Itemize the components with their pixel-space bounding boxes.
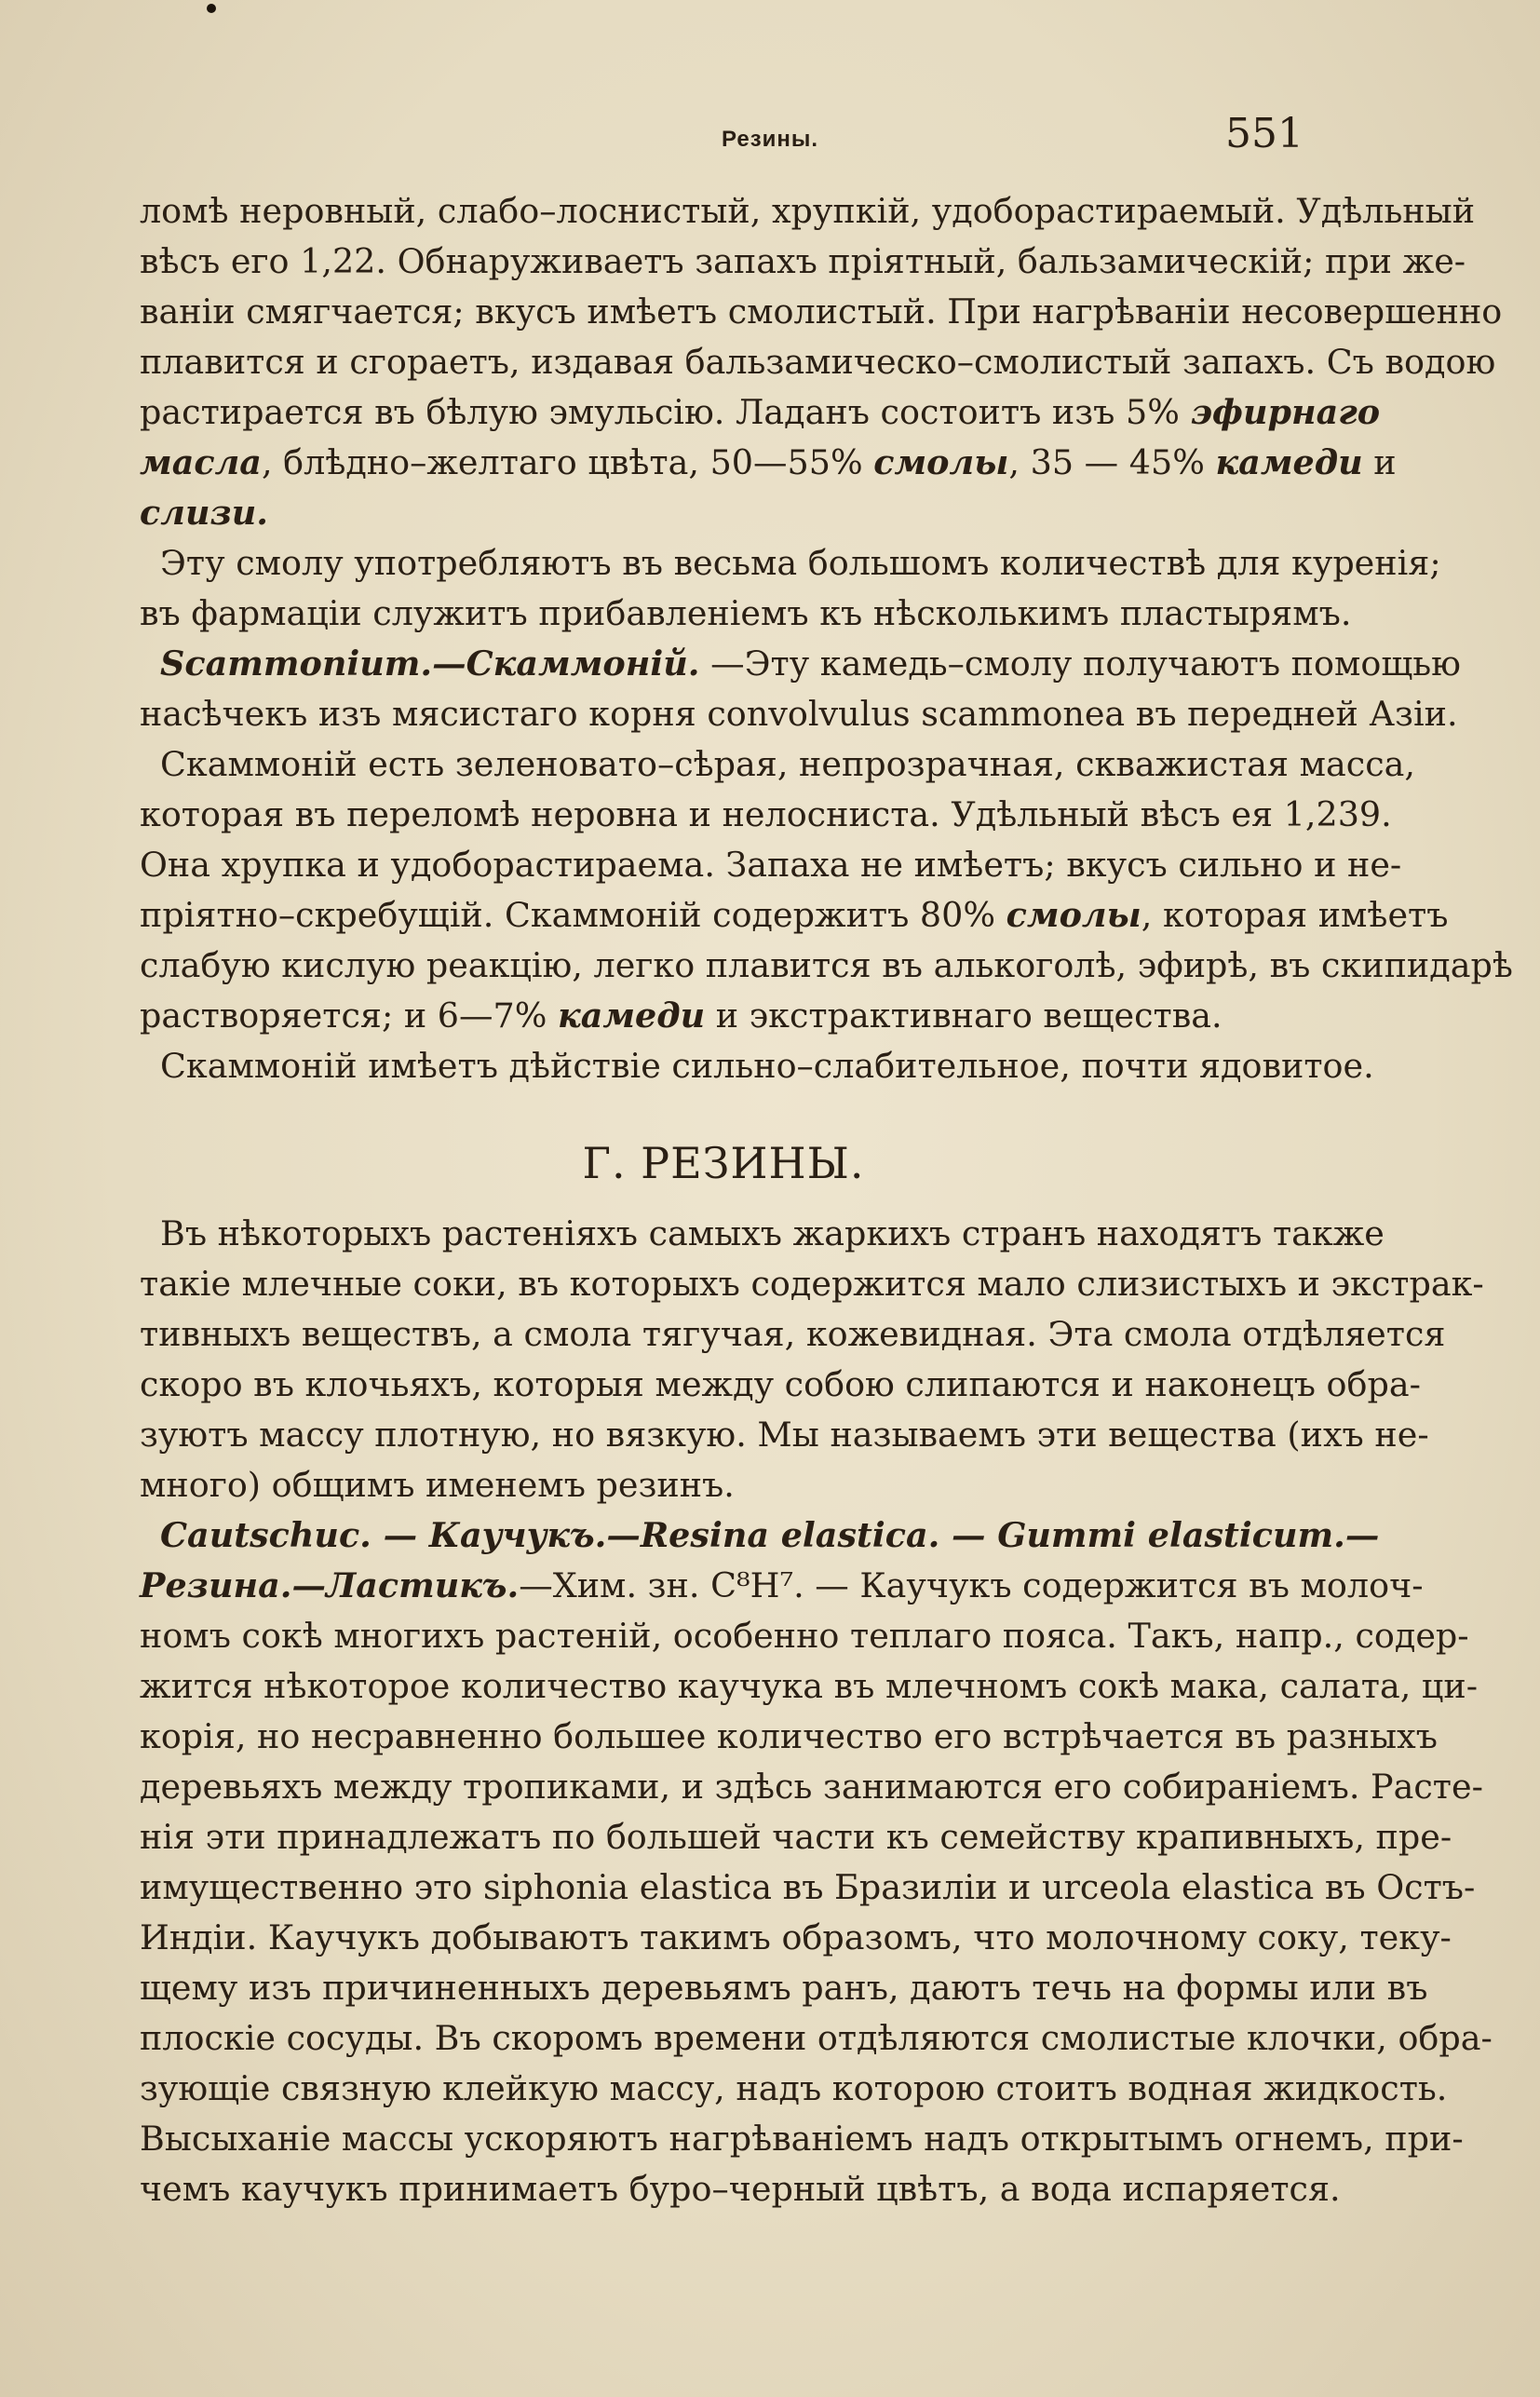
text-line: тивныхъ веществъ, а смола тягучая, кожевидная. Эта смола отдѣляется bbox=[140, 1314, 1446, 1354]
text-line: вѣсъ его 1,22. Обнаруживаетъ запахъ пріятный, бальзамическій; при же- bbox=[140, 241, 1466, 281]
text-line: въ фармаціи служитъ прибавленіемъ къ нѣсколькимъ пластырямъ. bbox=[140, 593, 1352, 633]
text-line bbox=[140, 387, 1381, 438]
text-line: Индіи. Каучукъ добываютъ такимъ образомъ, что молочному соку, теку- bbox=[140, 1917, 1452, 1957]
emphasis-term: смолы bbox=[873, 442, 1009, 482]
text-line: корія, но несравненно большее количество его встрѣчается въ разныхъ bbox=[140, 1716, 1438, 1756]
text-run: , 35 — 45% bbox=[1008, 442, 1216, 482]
text-line: нія эти принадлежатъ по большей части къ семейству крапивныхъ, пре- bbox=[140, 1817, 1452, 1857]
text-line: скоро въ клочьяхъ, которыя между собою слипаются и наконецъ обра- bbox=[140, 1364, 1421, 1404]
emphasis-term: камеди bbox=[1215, 442, 1363, 482]
emphasis-term: масла bbox=[140, 442, 262, 482]
ink-spot bbox=[207, 4, 216, 13]
text-run: , блѣдно–желтаго цвѣта, 50—55% bbox=[261, 442, 874, 482]
emphasis-term: эфирнаго bbox=[1190, 392, 1381, 432]
running-title: Резины. bbox=[721, 127, 819, 152]
text-line: Она хрупка и удоборастираема. Запаха не имѣетъ; вкусъ сильно и не- bbox=[140, 845, 1402, 885]
text-line: Скаммоній имѣетъ дѣйствіе сильно–слабительное, почти ядовитое. bbox=[160, 1046, 1374, 1086]
text-line: номъ сокѣ многихъ растеній, особенно теплаго пояса. Такъ, напр., содер- bbox=[140, 1616, 1469, 1656]
text-line bbox=[140, 488, 1307, 538]
text-run: и bbox=[1362, 442, 1397, 482]
entry-title: Scammonium.—Скаммоній. bbox=[160, 643, 700, 684]
emphasis-term: смолы bbox=[1006, 895, 1141, 935]
text-line: такіе млечные соки, въ которыхъ содержится мало слизистыхъ и экстрак- bbox=[140, 1264, 1484, 1304]
text-line bbox=[140, 991, 1307, 1041]
text-line: которая въ переломѣ неровна и нелосниста. Удѣльный вѣсъ ея 1,239. bbox=[140, 794, 1392, 834]
text-line: щему изъ причиненныхъ деревьямъ ранъ, даютъ течь на формы или въ bbox=[140, 1968, 1428, 2008]
page-number: 551 bbox=[1225, 110, 1304, 157]
text-line: плавится и сгораетъ, издавая бальзамическо–смолистый запахъ. Съ водою bbox=[140, 342, 1496, 382]
text-line: Въ нѣкоторыхъ растеніяхъ самыхъ жаркихъ странъ находятъ также bbox=[160, 1213, 1385, 1253]
text-line: ломѣ неровный, слабо–лоснистый, хрупкій, удоборастираемый. Удѣльный bbox=[140, 191, 1476, 231]
text-run: —Эту камедь–смолу получаютъ помощью bbox=[699, 643, 1461, 684]
emphasis-term: камеди bbox=[558, 995, 706, 1036]
text-line: имущественно это siphonia elastica въ Бразиліи и urceola elastica въ Остъ- bbox=[140, 1867, 1476, 1907]
text-line: много) общимъ именемъ резинъ. bbox=[140, 1465, 735, 1505]
text-line: плоскіе сосуды. Въ скоромъ времени отдѣляются смолистые клочки, обра- bbox=[140, 2018, 1493, 2058]
section-heading: Г. РЕЗИНЫ. bbox=[582, 1138, 865, 1188]
text-line: насѣчекъ изъ мясистаго корня convolvulus scammonea въ передней Азіи. bbox=[140, 694, 1458, 734]
text-line: ваніи смягчается; вкусъ имѣетъ смолистый. При нагрѣваніи несовершенно bbox=[140, 291, 1503, 332]
text-line bbox=[140, 639, 1461, 689]
text-line: Эту смолу употребляютъ въ весьма большомъ количествѣ для куренія; bbox=[160, 543, 1441, 583]
text-run: растворяется; и 6—7% bbox=[140, 995, 558, 1036]
text-line: Скаммоній есть зеленовато–сѣрая, непрозрачная, скважистая масса, bbox=[160, 744, 1416, 784]
entry-title: Резина.—Ластикъ. bbox=[140, 1565, 520, 1605]
text-run: пріятно–скребущій. Скаммоній содержитъ 80% bbox=[140, 895, 1006, 935]
text-line: зуютъ массу плотную, но вязкую. Мы называемъ эти вещества (ихъ не- bbox=[140, 1415, 1429, 1455]
text-line bbox=[140, 890, 1449, 941]
text-line: жится нѣкоторое количество каучука въ млечномъ сокѣ мака, салата, ци- bbox=[140, 1666, 1479, 1706]
text-run: растирается въ бѣлую эмульсію. Ладанъ состоитъ изъ 5% bbox=[140, 392, 1191, 432]
text-line: слабую кислую реакцію, легко плавится въ алькоголѣ, эфирѣ, въ скипидарѣ bbox=[140, 945, 1513, 985]
text-line: деревьяхъ между тропиками, и здѣсь занимаются его собираніемъ. Расте- bbox=[140, 1767, 1483, 1807]
text-line bbox=[140, 438, 1397, 488]
text-run: —Хим. зн. C⁸H⁷. — Каучукъ содержится въ молоч- bbox=[519, 1565, 1424, 1605]
text-line bbox=[140, 1561, 1424, 1611]
text-line: зующіе связную клейкую массу, надъ которою стоитъ водная жидкость. bbox=[140, 2068, 1448, 2108]
body-text bbox=[140, 186, 1513, 2214]
text-line: Высыханіе массы ускоряютъ нагрѣваніемъ надъ открытымъ огнемъ, при- bbox=[140, 2119, 1464, 2159]
entry-title-line: Cautschuc. — Каучукъ.—Resina elastica. — Gummi elasticum.— bbox=[160, 1515, 1380, 1555]
running-head bbox=[0, 110, 1540, 166]
text-run: и экстрактивнаго вещества. bbox=[705, 995, 1223, 1036]
text-line: чемъ каучукъ принимаетъ буро–черный цвѣтъ, а вода испаряется. bbox=[140, 2169, 1341, 2209]
emphasis-term: слизи. bbox=[140, 493, 269, 533]
text-run: , которая имѣетъ bbox=[1141, 895, 1449, 935]
